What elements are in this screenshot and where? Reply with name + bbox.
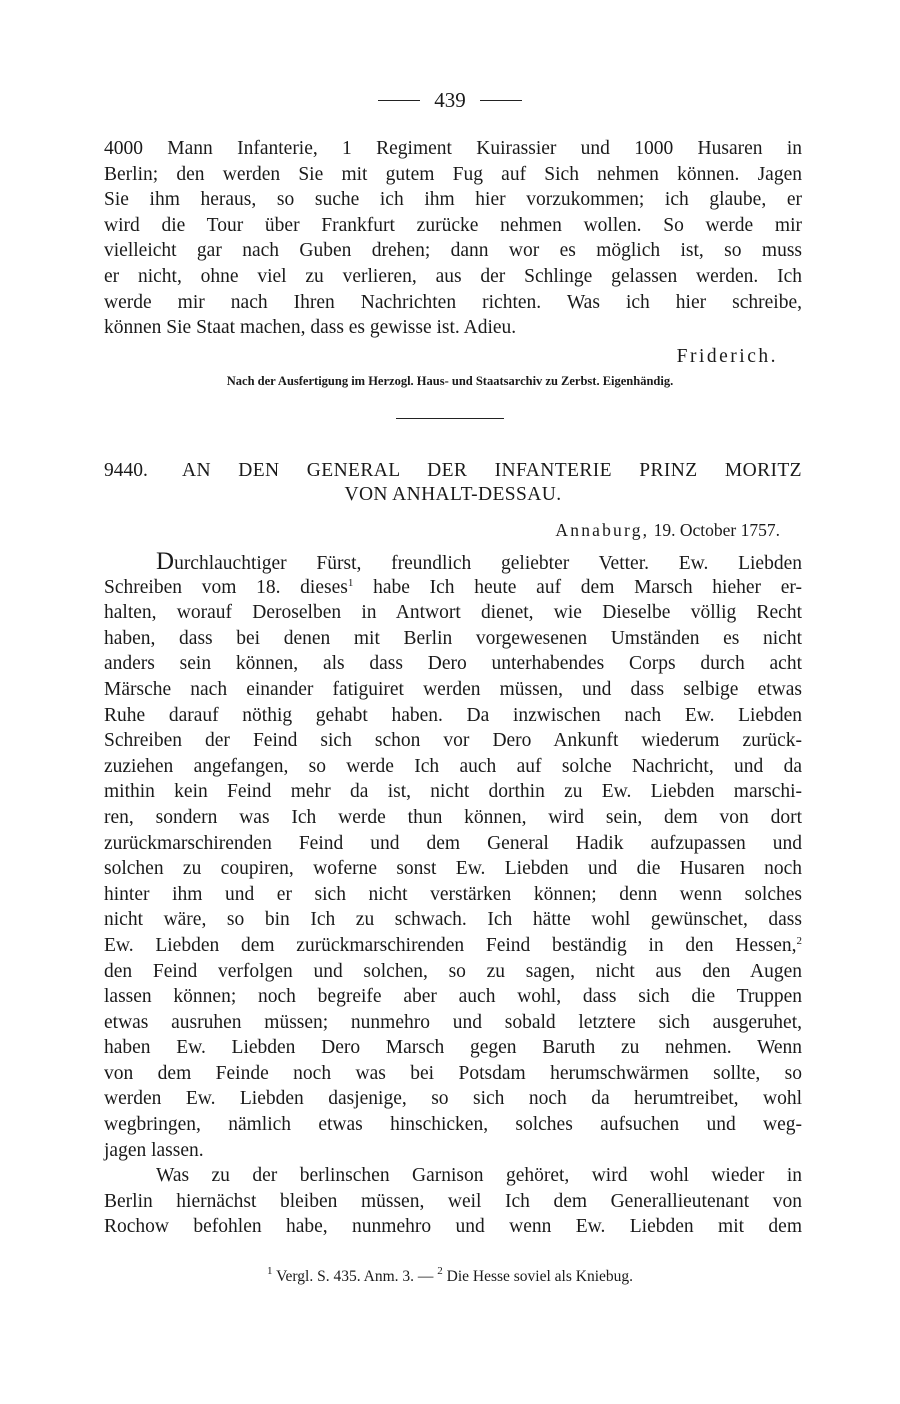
text-line: Rochow befohlen habe, nunmehro und wenn Ew. Liebden mit dem <box>104 1216 802 1238</box>
text-line: mithin kein Feind mehr da ist, nicht dorthin zu Ew. Liebden marschi- <box>104 781 802 803</box>
previous-letter-ending <box>104 136 802 341</box>
text-line: jagen lassen. <box>104 1139 204 1161</box>
text-line: von dem Feinde noch was bei Potsdam herumschwärmen sollte, so <box>104 1062 802 1084</box>
header-dash-left <box>378 100 420 101</box>
footnote-mark-2: 2 <box>437 1265 443 1277</box>
text-line: Berlin hiernächst bleiben müssen, weil Ich dem Generallieutenant von <box>104 1190 802 1212</box>
footnote-ref-2: 2 <box>796 934 802 947</box>
letter-number: 9440. <box>104 460 148 481</box>
drop-cap: D <box>156 548 175 575</box>
text-line: wird die Tour über Frankfurt zurücke nehmen wollen. So werde mir <box>104 214 802 236</box>
text-span: habe Ich heute auf dem Marsch hieher er- <box>353 576 802 598</box>
text-line: Schreiben der Feind sich schon vor Dero Ankunft wiederum zurück- <box>104 730 802 752</box>
text-line: Märsche nach einander fatiguiret werden müssen, und dass selbige etwas <box>104 678 802 700</box>
letter-body <box>104 549 802 1240</box>
footnote-ref-1: 1 <box>347 576 354 589</box>
dateline <box>555 520 780 541</box>
text-line: ren, sondern was Ich werde thun können, wird sein, dem von dort <box>104 806 802 828</box>
text-span: Ew. Liebden dem zurückmarschirenden Feind beständig in den Hessen, <box>104 934 797 956</box>
text-line: nicht wäre, so bin Ich zu schwach. Ich hätte wohl gewünschet, dass <box>104 909 802 931</box>
text-line <box>104 575 802 601</box>
text-line: solchen zu coupiren, woferne sonst Ew. Liebden und die Husaren noch <box>104 858 802 880</box>
text-line: haben Ew. Liebden Dero Marsch gegen Baruth zu nehmen. Wenn <box>104 1037 802 1059</box>
text-line: zuziehen angefangen, so werde Ich auch auf solche Nachricht, und da <box>104 755 802 777</box>
text-line: lassen können; noch begreife aber auch wohl, dass sich die Truppen <box>104 986 802 1008</box>
text-line: werden Ew. Liebden dasjenige, so sich noch da herumtreibet, wohl <box>104 1088 802 1110</box>
footnote-2-text: Die Hesse soviel als Kniebug. <box>442 1268 634 1285</box>
text-line: werde mir nach Ihren Nachrichten richten. Was ich hier schreibe, <box>104 291 802 313</box>
text-line: zurückmarschirenden Feind und dem General Hadik aufzupassen und <box>104 832 802 854</box>
dateline-date: 19. October 1757. <box>653 520 780 540</box>
text-line: er nicht, ohne viel zu verlieren, aus der Schlinge gelassen werden. Ich <box>104 265 802 287</box>
page-number: 439 <box>434 88 466 112</box>
page-header <box>0 88 900 113</box>
text-line: haben, dass bei denen mit Berlin vorgewesenen Umständen es nicht <box>104 627 802 649</box>
footnote-mark-1: 1 <box>266 1265 273 1277</box>
text-line <box>104 933 802 959</box>
footnotes <box>0 1265 900 1286</box>
text-line: können Sie Staat machen, dass es gewisse ist. Adieu. <box>104 317 517 339</box>
source-note: Nach der Ausfertigung im Herzogl. Haus- und Staatsarchiv zu Zerbst. Eigenhändig. <box>226 374 674 388</box>
text-line: 4000 Mann Infanterie, 1 Regiment Kuirassier und 1000 Husaren in <box>104 138 802 159</box>
text-span: Schreiben vom 18. dieses <box>104 576 348 598</box>
text-span: urchlauchtiger Fürst, freundlich geliebter Vetter. Ew. Liebden <box>174 553 802 574</box>
text-line <box>104 549 802 575</box>
section-separator <box>396 418 504 419</box>
letter-title-line-2: VON ANHALT-DESSAU. <box>344 484 562 505</box>
text-line: hinter ihm und er sich nicht verstärken können; denn wenn solches <box>104 883 802 905</box>
header-dash-right <box>480 100 522 101</box>
text-line: vielleicht gar nach Guben drehen; dann wor es möglich ist, so muss <box>104 240 802 262</box>
text-line: Was zu der berlinschen Garnison gehöret, wird wohl wieder in <box>156 1165 802 1187</box>
dateline-place: Annaburg, <box>555 520 650 540</box>
text-line: halten, worauf Deroselben in Antwort dienet, wie Dieselbe völlig Recht <box>104 602 802 624</box>
text-line: den Feind verfolgen und solchen, so zu sagen, nicht aus den Augen <box>104 960 802 982</box>
text-line: etwas ausruhen müssen; nunmehro und sobald letztere sich ausgeruhet, <box>104 1011 802 1033</box>
letter-title-line-1: AN DEN GENERAL DER INFANTERIE PRINZ MORITZ <box>182 460 802 481</box>
text-line: wegbringen, nämlich etwas hinschicken, solches aufsuchen und weg- <box>104 1114 802 1136</box>
text-line: Ruhe darauf nöthig gehabt haben. Da inzwischen nach Ew. Liebden <box>104 704 802 726</box>
footnote-1-text: Vergl. S. 435. Anm. 3. — <box>272 1268 438 1285</box>
signature: Friderich. <box>676 346 778 367</box>
text-line: anders sein können, als dass Dero unterhabendes Corps durch acht <box>104 653 802 675</box>
text-line: Sie ihm heraus, so suche ich ihm hier vorzukommen; ich glaube, er <box>104 189 802 211</box>
text-line: Berlin; den werden Sie mit gutem Fug auf Sich nehmen können. Jagen <box>104 163 802 185</box>
